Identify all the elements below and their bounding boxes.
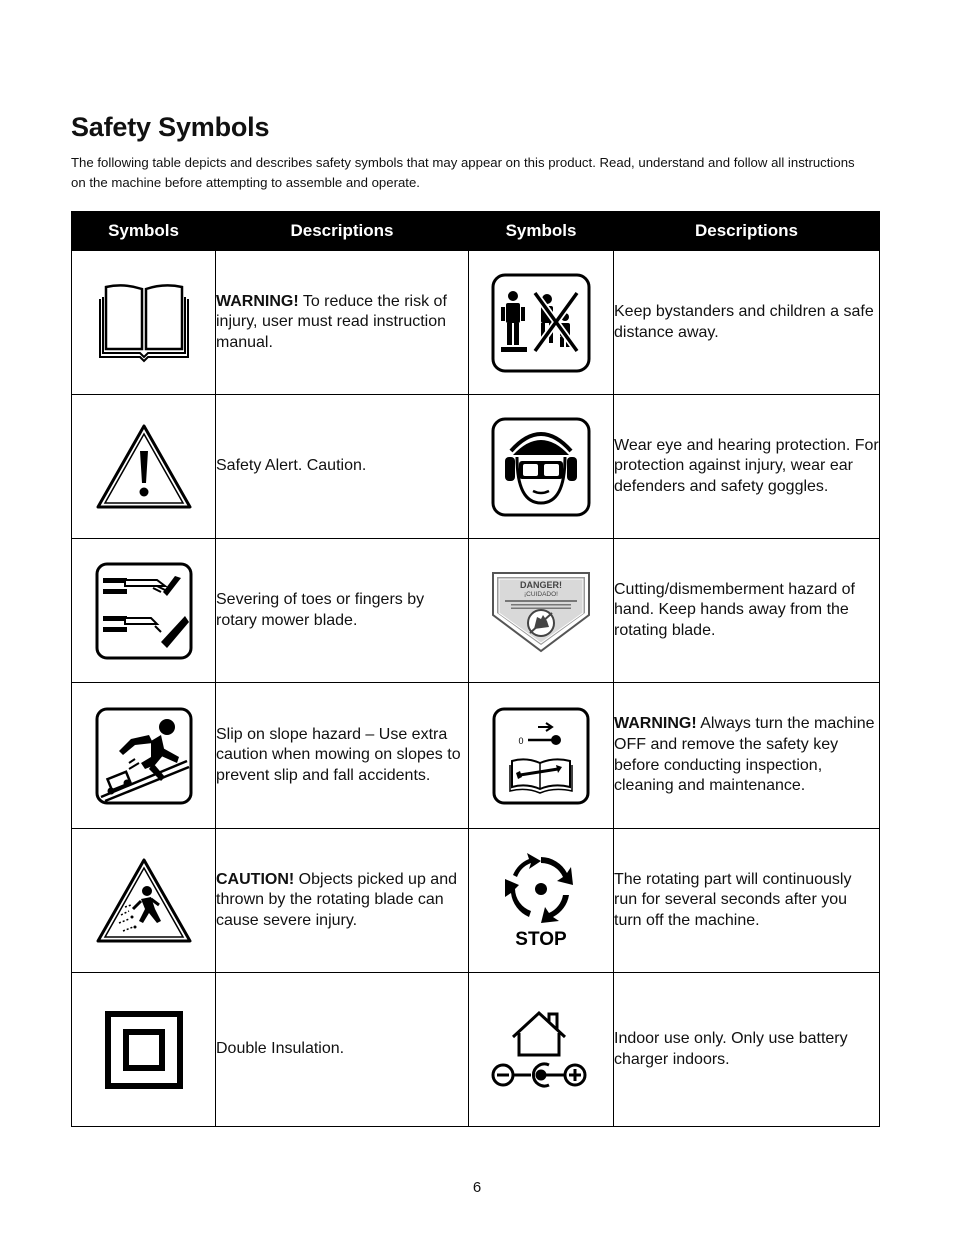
- description-cell: Safety Alert. Caution.: [216, 395, 469, 539]
- read-manual-icon: [96, 283, 192, 363]
- safety-symbols-table: [71, 211, 880, 1127]
- description-cell: Severing of toes or fingers by rotary mower blade.: [216, 539, 469, 683]
- description-cell: Slip on slope hazard – Use extra caution when mowing on slopes to prevent slip and fall accidents.: [216, 683, 469, 829]
- header-symbols-left: Symbols: [72, 212, 216, 251]
- symbol-cell: [469, 683, 614, 829]
- double-insulation-icon: [105, 1011, 183, 1089]
- symbol-cell: [72, 829, 216, 973]
- description-cell: Cutting/dismemberment hazard of hand. Keep hands away from the rotating blade.: [614, 539, 880, 683]
- description-cell: WARNING! Always turn the machine OFF and remove the safety key before conducting inspection, cleaning and maintenance.: [614, 683, 880, 829]
- description-cell: Keep bystanders and children a safe distance away.: [614, 251, 880, 395]
- description-cell: Wear eye and hearing protection. For protection against injury, wear ear defenders and safety goggles.: [614, 395, 880, 539]
- description-cell: Double Insulation.: [216, 973, 469, 1127]
- table-row: [72, 539, 880, 683]
- table-header-row: [72, 212, 880, 251]
- header-descriptions-right: Descriptions: [614, 212, 880, 251]
- description-cell: CAUTION! Objects picked up and thrown by the rotating blade can cause severe injury.: [216, 829, 469, 973]
- thrown-objects-icon: [95, 857, 193, 945]
- svg-text:¡CUIDADO!: ¡CUIDADO!: [524, 590, 558, 598]
- header-descriptions-left: Descriptions: [216, 212, 469, 251]
- symbol-cell: [469, 251, 614, 395]
- indoor-use-only-icon: [491, 1009, 591, 1091]
- symbol-cell: [72, 395, 216, 539]
- symbol-cell: [469, 395, 614, 539]
- header-symbols-right: Symbols: [469, 212, 614, 251]
- description-cell: WARNING! To reduce the risk of injury, user must read instruction manual.: [216, 251, 469, 395]
- svg-text:0: 0: [518, 735, 524, 746]
- remove-safety-key-icon: [492, 707, 590, 805]
- table-row: [72, 829, 880, 973]
- slip-on-slope-icon: [95, 707, 193, 805]
- description-cell: Indoor use only. Only use battery charger indoors.: [614, 973, 880, 1127]
- eye-hearing-protection-icon: [491, 417, 591, 517]
- symbol-cell: [72, 973, 216, 1127]
- symbol-cell: [72, 251, 216, 395]
- table-row: [72, 251, 880, 395]
- page-number: 6: [472, 1179, 482, 1196]
- svg-text:DANGER!: DANGER!: [520, 579, 562, 590]
- page-title: Safety Symbols: [71, 112, 270, 142]
- symbol-cell: [72, 683, 216, 829]
- symbol-cell: [72, 539, 216, 683]
- description-cell: The rotating part will continuously run for several seconds after you turn off the machine.: [614, 829, 880, 973]
- symbol-cell: [469, 539, 614, 683]
- table-row: [72, 683, 880, 829]
- rotating-blade-stop-icon: [501, 851, 581, 951]
- table-row: [72, 395, 880, 539]
- safety-alert-icon: [95, 423, 193, 511]
- svg-text:STOP: STOP: [515, 928, 567, 950]
- severing-toes-fingers-icon: [95, 562, 193, 660]
- danger-hand-blade-icon: [491, 569, 591, 653]
- keep-bystanders-away-icon: [491, 273, 591, 373]
- intro-paragraph: The following table depicts and describes safety symbols that may appear on this product. Read, understand and follow all instructions on the machine before attempting to assemble and operate.: [71, 155, 855, 190]
- symbol-cell: [469, 829, 614, 973]
- symbol-cell: [469, 973, 614, 1127]
- table-row: [72, 973, 880, 1127]
